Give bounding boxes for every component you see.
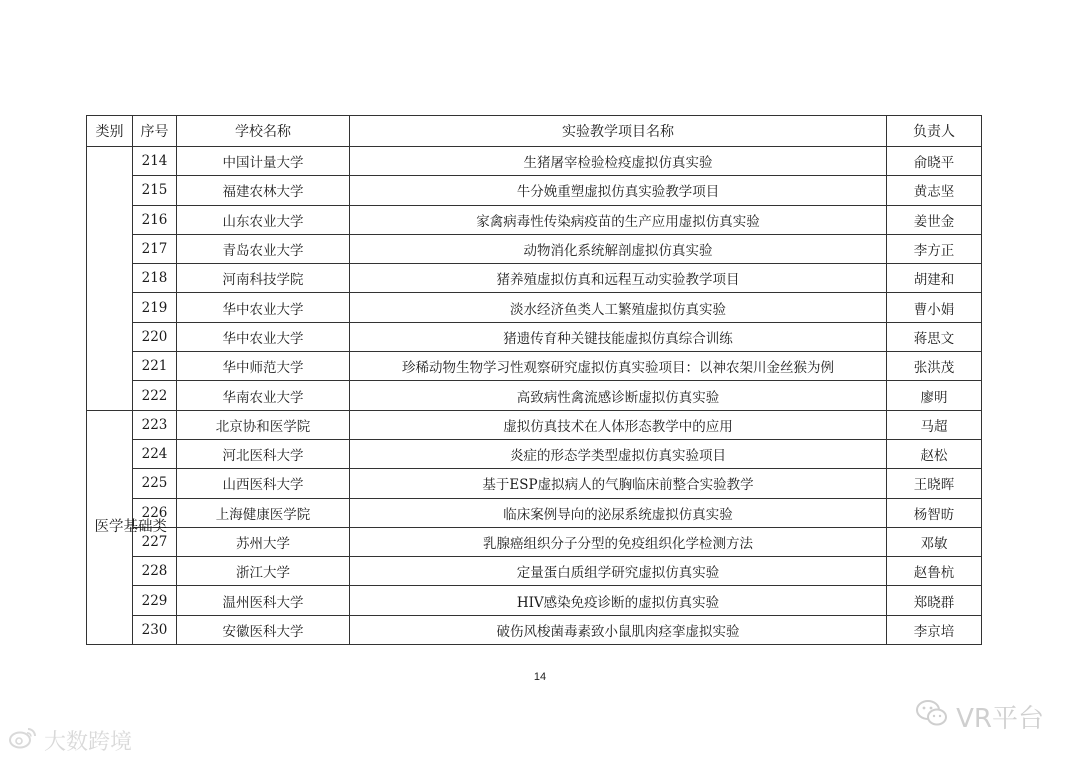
lead-name-cell: 赵鲁杭 xyxy=(887,557,982,586)
row-number-cell: 219 xyxy=(133,293,177,322)
row-number-cell: 215 xyxy=(133,176,177,205)
row-number-cell: 228 xyxy=(133,557,177,586)
lead-name-cell: 曹小娟 xyxy=(887,293,982,322)
row-number-cell: 225 xyxy=(133,469,177,498)
project-name-cell: 破伤风梭菌毒素致小鼠肌肉痉挛虚拟实验 xyxy=(350,615,887,644)
project-name-cell: 淡水经济鱼类人工繁殖虚拟仿真实验 xyxy=(350,293,887,322)
project-name-cell: 猪遗传育种关键技能虚拟仿真综合训练 xyxy=(350,322,887,351)
table-row xyxy=(87,498,982,527)
school-name-cell: 上海健康医学院 xyxy=(177,498,350,527)
table-row xyxy=(87,234,982,263)
school-name-cell: 浙江大学 xyxy=(177,557,350,586)
lead-name-cell: 黄志坚 xyxy=(887,176,982,205)
watermark-left-text: 大数跨境 xyxy=(44,730,133,755)
lead-name-cell: 张洪茂 xyxy=(887,352,982,381)
project-name-cell: 定量蛋白质组学研究虚拟仿真实验 xyxy=(350,557,887,586)
table-row xyxy=(87,176,982,205)
row-number-cell: 227 xyxy=(133,527,177,556)
table-row xyxy=(87,586,982,615)
row-number-cell: 222 xyxy=(133,381,177,410)
school-name-cell: 华中师范大学 xyxy=(177,352,350,381)
table-row xyxy=(87,557,982,586)
project-name-cell: 猪养殖虚拟仿真和远程互动实验教学项目 xyxy=(350,264,887,293)
row-number-cell: 224 xyxy=(133,439,177,468)
table-row xyxy=(87,439,982,468)
school-name-cell: 中国计量大学 xyxy=(177,147,350,176)
header-category: 类别 xyxy=(87,116,133,147)
project-name-cell: 家禽病毒性传染病疫苗的生产应用虚拟仿真实验 xyxy=(350,205,887,234)
lead-name-cell: 李方正 xyxy=(887,234,982,263)
row-number-cell: 226 xyxy=(133,498,177,527)
watermark-right xyxy=(914,698,1044,735)
lead-name-cell: 俞晓平 xyxy=(887,147,982,176)
lead-name-cell: 姜世金 xyxy=(887,205,982,234)
school-name-cell: 北京协和医学院 xyxy=(177,410,350,439)
row-number-cell: 216 xyxy=(133,205,177,234)
header-number: 序号 xyxy=(133,116,177,147)
school-name-cell: 福建农林大学 xyxy=(177,176,350,205)
school-name-cell: 华中农业大学 xyxy=(177,322,350,351)
row-number-cell: 221 xyxy=(133,352,177,381)
project-name-cell: 珍稀动物生物学习性观察研究虚拟仿真实验项目：以神农架川金丝猴为例 xyxy=(350,352,887,381)
school-name-cell: 华南农业大学 xyxy=(177,381,350,410)
table-row xyxy=(87,322,982,351)
table-row xyxy=(87,381,982,410)
table-row xyxy=(87,264,982,293)
wechat-logo-icon xyxy=(914,698,950,735)
row-number-cell: 214 xyxy=(133,147,177,176)
watermark-right-text: VR平台 xyxy=(956,704,1044,734)
lead-name-cell: 赵松 xyxy=(887,439,982,468)
lead-name-cell: 邓敏 xyxy=(887,527,982,556)
school-name-cell: 青岛农业大学 xyxy=(177,234,350,263)
table-row xyxy=(87,410,982,439)
watermark-left xyxy=(8,725,132,756)
row-number-cell: 217 xyxy=(133,234,177,263)
category-cell xyxy=(87,147,133,411)
table-header-row xyxy=(87,116,982,147)
header-lead: 负责人 xyxy=(887,116,982,147)
project-name-cell: 乳腺癌组织分子分型的免疫组织化学检测方法 xyxy=(350,527,887,556)
page-number: 14 xyxy=(533,671,547,683)
lead-name-cell: 马超 xyxy=(887,410,982,439)
row-number-cell: 229 xyxy=(133,586,177,615)
row-number-cell: 218 xyxy=(133,264,177,293)
table-row xyxy=(87,469,982,498)
lead-name-cell: 廖明 xyxy=(887,381,982,410)
lead-name-cell: 李京培 xyxy=(887,615,982,644)
project-name-cell: 生猪屠宰检验检疫虚拟仿真实验 xyxy=(350,147,887,176)
lead-name-cell: 蒋思文 xyxy=(887,322,982,351)
category-label: 医学基础类 xyxy=(94,519,167,536)
table-body xyxy=(87,147,982,645)
lead-name-cell: 王晓晖 xyxy=(887,469,982,498)
project-name-cell: 动物消化系统解剖虚拟仿真实验 xyxy=(350,234,887,263)
row-number-cell: 230 xyxy=(133,615,177,644)
project-name-cell: 虚拟仿真技术在人体形态教学中的应用 xyxy=(350,410,887,439)
header-project: 实验教学项目名称 xyxy=(350,116,887,147)
school-name-cell: 山东农业大学 xyxy=(177,205,350,234)
school-name-cell: 河南科技学院 xyxy=(177,264,350,293)
project-table xyxy=(86,115,982,645)
lead-name-cell: 郑晓群 xyxy=(887,586,982,615)
school-name-cell: 华中农业大学 xyxy=(177,293,350,322)
table-row xyxy=(87,293,982,322)
project-name-cell: HIV感染免疫诊断的虚拟仿真实验 xyxy=(350,586,887,615)
school-name-cell: 苏州大学 xyxy=(177,527,350,556)
project-name-cell: 炎症的形态学类型虚拟仿真实验项目 xyxy=(350,439,887,468)
school-name-cell: 山西医科大学 xyxy=(177,469,350,498)
table-row xyxy=(87,527,982,556)
lead-name-cell: 胡建和 xyxy=(887,264,982,293)
row-number-cell: 223 xyxy=(133,410,177,439)
table-row xyxy=(87,205,982,234)
table-row xyxy=(87,147,982,176)
header-school: 学校名称 xyxy=(177,116,350,147)
school-name-cell: 温州医科大学 xyxy=(177,586,350,615)
lead-name-cell: 杨智昉 xyxy=(887,498,982,527)
school-name-cell: 安徽医科大学 xyxy=(177,615,350,644)
project-name-cell: 基于ESP虚拟病人的气胸临床前整合实验教学 xyxy=(350,469,887,498)
project-name-cell: 临床案例导向的泌尿系统虚拟仿真实验 xyxy=(350,498,887,527)
project-name-cell: 牛分娩重塑虚拟仿真实验教学项目 xyxy=(350,176,887,205)
table-row xyxy=(87,352,982,381)
project-name-cell: 高致病性禽流感诊断虚拟仿真实验 xyxy=(350,381,887,410)
row-number-cell: 220 xyxy=(133,322,177,351)
school-name-cell: 河北医科大学 xyxy=(177,439,350,468)
weibo-logo-icon xyxy=(8,726,38,756)
table-row xyxy=(87,615,982,644)
